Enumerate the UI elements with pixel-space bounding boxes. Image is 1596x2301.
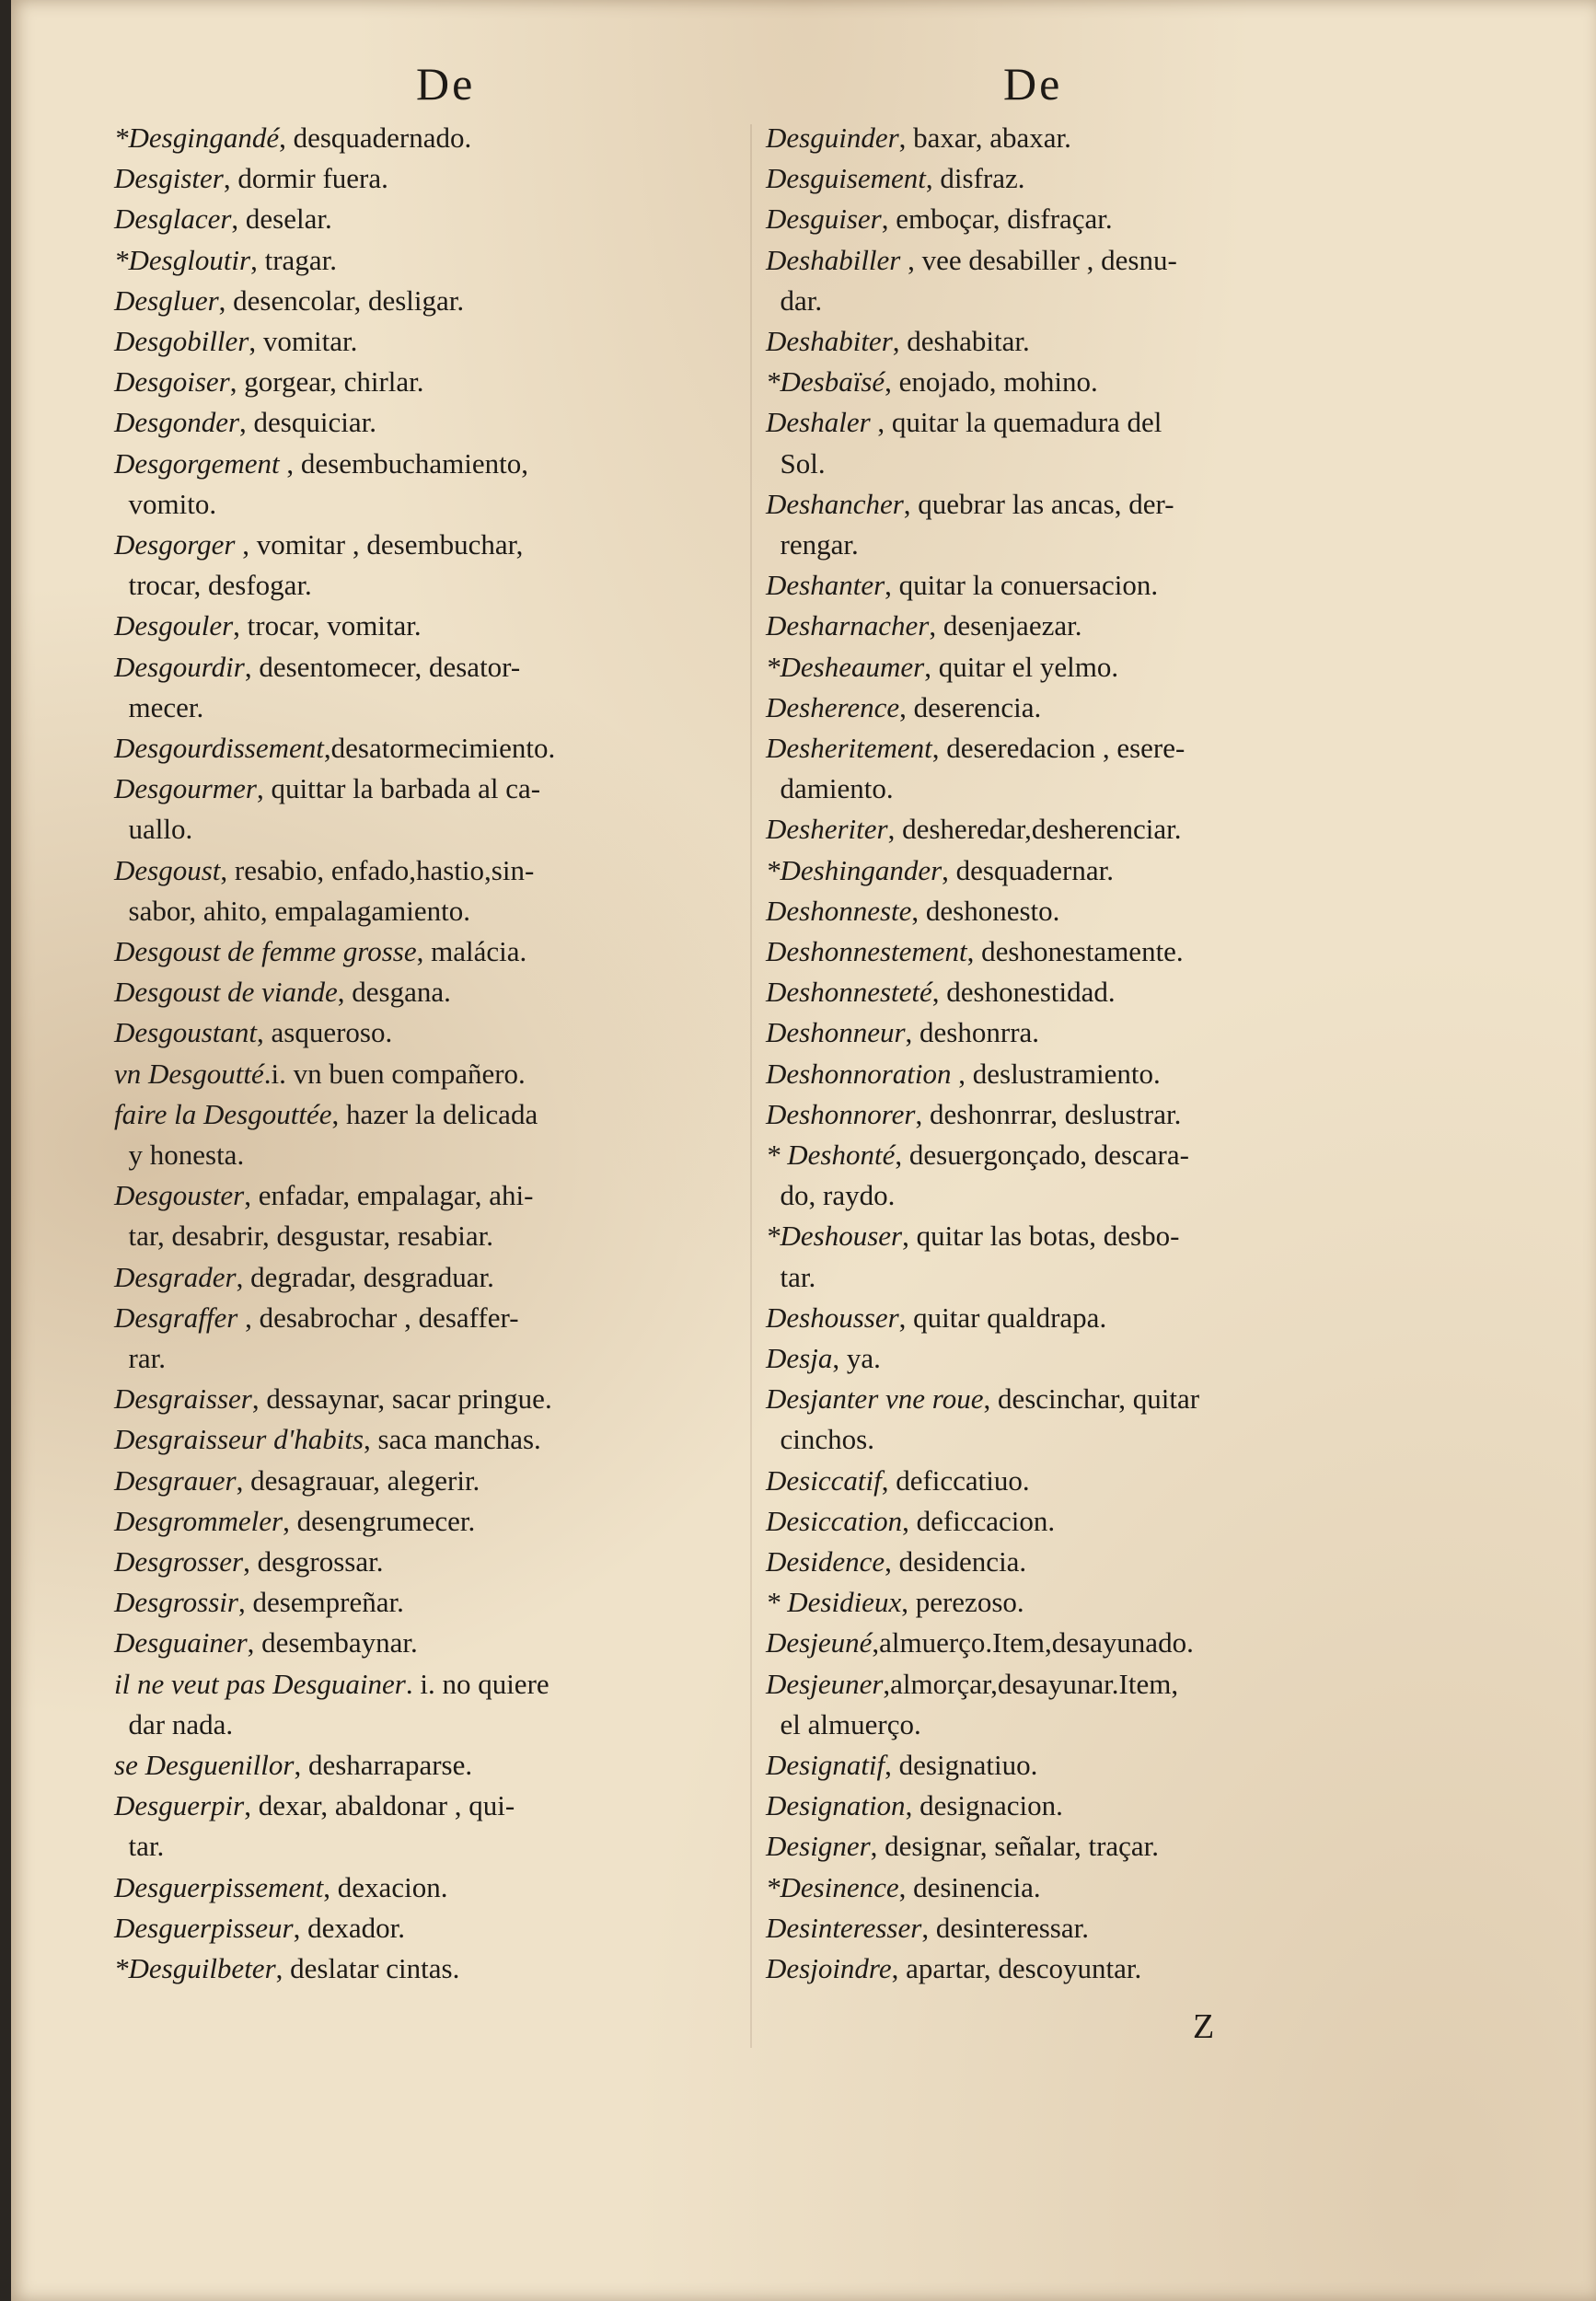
dictionary-entry (114, 850, 740, 931)
column-divider (750, 124, 752, 2048)
dictionary-entry (766, 1786, 1373, 1826)
entry-definition: , quittar la barbada al ca- uallo. (128, 772, 541, 846)
entry-headword: il ne veut pas Desguainer (114, 1667, 406, 1700)
dictionary-entry (114, 1461, 740, 1501)
entry-headword: Deshonnestement (766, 935, 967, 967)
dictionary-entry (766, 1135, 1373, 1216)
entry-definition: , dexar, abaldonar , qui- tar. (128, 1789, 515, 1863)
entry-headword: Desgorgement (114, 446, 280, 480)
entry-headword: vn Desgoutté (114, 1057, 264, 1090)
dictionary-entry (114, 972, 740, 1012)
entry-headword: Designatif (766, 1749, 885, 1781)
entry-headword: Desgobiller (114, 325, 249, 357)
entry-headword: Desjeuné (766, 1626, 873, 1659)
entry-definition: . i. no quiere dar nada. (128, 1667, 549, 1740)
entry-headword: Desgonder (114, 406, 240, 439)
entry-headword: Deshabiller (766, 243, 901, 276)
entry-definition: , ya. (832, 1342, 881, 1374)
entry-headword: Desgluer (114, 283, 219, 317)
entry-definition: , vomitar , desembuchar, trocar, desfogar. (128, 528, 524, 602)
entry-headword: *Deshouser (766, 1220, 903, 1253)
dictionary-entry (766, 158, 1373, 199)
entry-definition: , deselar. (231, 202, 332, 236)
entry-headword: se Desguenillor (114, 1749, 295, 1781)
dictionary-entry (766, 647, 1373, 688)
dictionary-entry (766, 1094, 1373, 1135)
entry-headword: Desgrauer (114, 1463, 237, 1497)
entry-definition: , quitar qualdrapa. (898, 1301, 1107, 1334)
entry-definition: , deseredacion , esere- damiento. (780, 732, 1185, 805)
entry-definition: , deficcacion. (902, 1504, 1056, 1537)
entry-headword: Desinteresser (766, 1911, 922, 1944)
entry-headword: Desgoust de viande (114, 976, 338, 1009)
dictionary-entry (114, 281, 740, 321)
entry-headword: Desglacer (114, 202, 232, 236)
entry-headword: Desgouster (114, 1179, 245, 1212)
dictionary-entry (114, 1786, 740, 1867)
entry-headword: Desgrader (114, 1260, 237, 1293)
catchword: Z (1193, 2007, 1215, 2046)
dictionary-entry (766, 688, 1373, 728)
dictionary-entry (766, 1867, 1373, 1908)
entry-definition: , malácia. (416, 935, 527, 967)
dictionary-entry (766, 118, 1373, 158)
dictionary-entry (114, 118, 740, 158)
entry-definition: , desabrochar , desaffer- rar. (128, 1301, 519, 1374)
entry-definition: , desgrossar. (243, 1545, 384, 1578)
entry-definition: , desengrumecer. (283, 1504, 476, 1537)
dictionary-entry (766, 565, 1373, 606)
dictionary-entry (114, 525, 740, 606)
entry-definition: , desheredar,desherenciar. (887, 813, 1182, 846)
dictionary-entry (114, 362, 740, 402)
entry-headword: Desgister (114, 162, 224, 195)
entry-definition: , desidencia. (885, 1545, 1027, 1578)
entry-headword: *Desgingandé (114, 121, 280, 154)
entry-definition: , desenjaezar. (929, 609, 1082, 642)
dictionary-entry (766, 1948, 1373, 1989)
entry-definition: , designatiuo. (885, 1749, 1038, 1781)
running-head-left: De (416, 58, 476, 110)
dictionary-entry (114, 1379, 740, 1419)
entry-definition: , enojado, mohino. (885, 365, 1098, 399)
dictionary-entry (766, 1379, 1373, 1460)
dictionary-entry (114, 1542, 740, 1582)
dictionary-entry (766, 1054, 1373, 1094)
entry-headword: Deshonneste (766, 894, 912, 927)
entry-definition: , quebrar las ancas, der- rengar. (780, 487, 1174, 561)
dictionary-entry (114, 1867, 740, 1908)
dictionary-entry (114, 1054, 740, 1094)
entry-headword: Desgraisseur d'habits (114, 1423, 364, 1456)
dictionary-entry (114, 1623, 740, 1663)
dictionary-entry (766, 1338, 1373, 1379)
entry-headword: Desharnacher (766, 609, 930, 642)
dictionary-entry (766, 240, 1373, 321)
entry-definition: , hazer la delicada y honesta. (128, 1097, 538, 1171)
entry-definition: , baxar, abaxar. (898, 121, 1071, 154)
entry-headword: Deshanter (766, 569, 885, 602)
entry-headword: Desgourdissement (114, 732, 324, 764)
entry-definition: , dexador. (293, 1911, 405, 1944)
entry-headword: * Desidieux (766, 1586, 902, 1619)
entry-headword: Desgouler (114, 609, 234, 642)
entry-headword: * Deshonté (766, 1139, 896, 1171)
entry-headword: *Desheaumer (766, 650, 925, 683)
entry-headword: Deshancher (766, 487, 904, 520)
entry-headword: *Desbaïsé (766, 365, 885, 399)
entry-definition: , quitar la quemadura del Sol. (780, 406, 1162, 480)
entry-headword: Desherence (766, 690, 900, 723)
dictionary-entry (766, 1542, 1373, 1582)
entry-definition: , desencolar, desligar. (218, 283, 465, 317)
entry-definition: , dexacion. (323, 1870, 448, 1903)
dictionary-entry (766, 1582, 1373, 1623)
dictionary-entry (114, 1175, 740, 1256)
entry-headword: Deshabiter (766, 325, 893, 357)
entry-definition: , perezoso. (901, 1586, 1024, 1619)
entry-headword: Desgourdir (114, 650, 245, 683)
entry-definition: , desinteressar. (921, 1911, 1089, 1944)
entry-definition: , emboçar, disfraçar. (881, 202, 1113, 236)
dictionary-entry (114, 931, 740, 972)
entry-headword: Desjoindre (766, 1952, 892, 1984)
entry-headword: Deshousser (766, 1301, 899, 1334)
entry-definition: ,almorçar,desayunar.Item, el almuerço. (780, 1667, 1179, 1740)
entry-definition: , gorgear, chirlar. (229, 365, 424, 399)
entry-definition: , designar, señalar, traçar. (870, 1830, 1160, 1863)
entry-headword: Desguerpir (114, 1789, 245, 1822)
entry-headword: Desgoust (114, 853, 221, 886)
dictionary-entry (114, 158, 740, 199)
entry-headword: Desguerpisseur (114, 1911, 294, 1944)
entry-definition: , desuergonçado, descara- do, raydo. (780, 1139, 1189, 1212)
dictionary-entry (766, 1623, 1373, 1663)
dictionary-entry (114, 1012, 740, 1053)
entry-headword: Desjanter vne roue (766, 1382, 984, 1416)
entry-headword: Desguinder (766, 121, 899, 154)
entry-headword: Desgraffer (114, 1301, 238, 1334)
entry-definition: , deslatar cintas. (275, 1952, 460, 1984)
dictionary-entry (114, 769, 740, 850)
entry-headword: *Desinence (766, 1870, 899, 1903)
dictionary-entry (766, 1664, 1373, 1745)
dictionary-entry (766, 199, 1373, 239)
dictionary-entry (766, 1908, 1373, 1948)
entry-definition: , tragar. (250, 243, 337, 276)
dictionary-entry (766, 809, 1373, 850)
entry-headword: Desguisement (766, 162, 926, 195)
entry-definition: , deshonestamente. (966, 935, 1184, 967)
entry-definition: , deshonesto. (911, 894, 1060, 927)
entry-headword: Desjeuner (766, 1667, 884, 1700)
entry-definition: .i. vn buen compañero. (263, 1057, 526, 1090)
entry-definition: , deficcatiuo. (881, 1463, 1030, 1497)
entry-definition: , deshabitar. (892, 325, 1030, 357)
entry-definition: , degradar, desgraduar. (236, 1260, 494, 1293)
entry-headword: Desidence (766, 1545, 885, 1578)
dictionary-entry (766, 606, 1373, 646)
dictionary-entry (114, 1257, 740, 1298)
running-head-right: De (1003, 58, 1063, 110)
dictionary-entry (114, 1745, 740, 1786)
entry-headword: Desgraisser (114, 1382, 252, 1416)
dictionary-entry (114, 1664, 740, 1745)
dictionary-entry (114, 1298, 740, 1379)
entry-definition: , enfadar, empalagar, ahi- tar, desabrir, desgustar, resabiar. (128, 1179, 534, 1253)
dictionary-entry (114, 1908, 740, 1948)
entry-definition: , resabio, enfado,hastio,sin- sabor, ahito, empalagamiento. (128, 853, 535, 927)
entry-definition: , deshonrra. (905, 1016, 1040, 1049)
dictionary-entry (114, 444, 740, 525)
entry-definition: , desembuchamiento, vomito. (128, 446, 528, 520)
entry-headword: faire la Desgouttée (114, 1097, 332, 1130)
entry-definition: , vomitar. (249, 325, 358, 357)
dictionary-entry (114, 1419, 740, 1460)
entry-headword: Designer (766, 1830, 871, 1863)
entry-headword: Desheritement (766, 732, 932, 764)
entry-definition: , vee desabiller , desnu- dar. (780, 243, 1177, 317)
entry-definition: , deshonrrar, deslustrar. (915, 1097, 1182, 1130)
entry-headword: Desguainer (114, 1626, 248, 1659)
entry-definition: , trocar, vomitar. (233, 609, 422, 642)
entry-definition: , desquadernar. (942, 853, 1114, 886)
entry-definition: , descinchar, quitar cinchos. (780, 1382, 1200, 1456)
entry-definition: , disfraz. (925, 162, 1025, 195)
entry-definition: , quitar el yelmo. (924, 650, 1119, 683)
entry-definition: , deslustramiento. (951, 1057, 1161, 1090)
dictionary-entry (114, 606, 740, 646)
dictionary-entry (114, 321, 740, 362)
entry-definition: , desembaynar. (247, 1626, 418, 1659)
entry-definition: , quitar las botas, desbo- tar. (780, 1220, 1180, 1293)
dictionary-entry (766, 1298, 1373, 1338)
dictionary-entry (766, 484, 1373, 565)
dictionary-entry (114, 1582, 740, 1623)
dictionary-entry (766, 891, 1373, 931)
dictionary-entry (114, 199, 740, 239)
dictionary-entry (766, 850, 1373, 891)
entry-headword: Desgrosser (114, 1545, 244, 1578)
book-page (11, 0, 1596, 2301)
dictionary-entry (766, 402, 1373, 483)
dictionary-entry (114, 1948, 740, 1989)
entry-definition: , desinencia. (898, 1870, 1041, 1903)
entry-definition: , deserencia. (899, 690, 1042, 723)
entry-headword: Desja (766, 1342, 833, 1374)
dictionary-entry (766, 1012, 1373, 1053)
dictionary-entry (766, 1461, 1373, 1501)
entry-definition: ,almuerço.Item,desayunado. (872, 1626, 1194, 1659)
dictionary-entry (766, 1216, 1373, 1297)
entry-headword: Desgoust de femme grosse (114, 935, 417, 967)
entry-definition: , apartar, descoyuntar. (891, 1952, 1142, 1984)
dictionary-entry (114, 647, 740, 728)
entry-headword: Desgrommeler (114, 1504, 283, 1537)
dictionary-entry (766, 1745, 1373, 1786)
entry-headword: Desgrossir (114, 1586, 238, 1619)
entry-headword: Deshonnoration (766, 1057, 952, 1090)
entry-headword: Desguerpissement (114, 1870, 324, 1903)
dictionary-entry (766, 931, 1373, 972)
entry-headword: Designation (766, 1789, 906, 1822)
entry-definition: ,desatormecimiento. (323, 732, 556, 764)
entry-headword: Deshonnesteté (766, 976, 932, 1009)
entry-headword: Desgorger (114, 528, 236, 561)
dictionary-entry (114, 728, 740, 769)
entry-headword: *Desguilbeter (114, 1952, 276, 1984)
entry-definition: , desquiciar. (239, 406, 376, 439)
entry-headword: Deshonnorer (766, 1097, 916, 1130)
entry-definition: , desharraparse. (294, 1749, 473, 1781)
entry-definition: , desquadernado. (279, 121, 472, 154)
dictionary-entry (766, 728, 1373, 809)
entry-headword: Desgourmer (114, 772, 257, 805)
entry-headword: Deshonneur (766, 1016, 906, 1049)
entry-definition: , desempreñar. (237, 1586, 404, 1619)
entry-definition: , desagrauar, alegerir. (236, 1463, 480, 1497)
entry-headword: Desheriter (766, 813, 888, 846)
entry-headword: Desiccation (766, 1504, 903, 1537)
entry-definition: , asqueroso. (257, 1016, 393, 1049)
entry-definition: , desentomecer, desator- mecer. (128, 650, 521, 723)
dictionary-entry (766, 362, 1373, 402)
dictionary-entry (114, 1501, 740, 1542)
dictionary-entry (766, 321, 1373, 362)
dictionary-entry (114, 240, 740, 281)
entry-headword: Desgoustant (114, 1016, 257, 1049)
entry-headword: Deshaler (766, 406, 871, 439)
dictionary-entry (114, 402, 740, 443)
dictionary-entry (114, 1094, 740, 1175)
entry-definition: , dormir fuera. (223, 162, 388, 195)
entry-headword: Desiccatif (766, 1463, 882, 1497)
entry-headword: Desgoiser (114, 365, 230, 399)
entry-headword: *Desgloutir (114, 243, 251, 276)
entry-headword: Desguiser (766, 202, 882, 236)
entry-definition: , designacion. (905, 1789, 1063, 1822)
entry-definition: , desgana. (337, 976, 451, 1009)
entry-definition: , dessaynar, sacar pringue. (251, 1382, 552, 1416)
dictionary-entry (766, 1501, 1373, 1542)
entry-headword: *Deshingander (766, 853, 943, 886)
dictionary-entry (766, 1826, 1373, 1867)
dictionary-entry (766, 972, 1373, 1012)
entry-definition: , quitar la conuersacion. (885, 569, 1159, 602)
entry-definition: , saca manchas. (364, 1423, 541, 1456)
entry-definition: , deshonestidad. (931, 976, 1116, 1009)
